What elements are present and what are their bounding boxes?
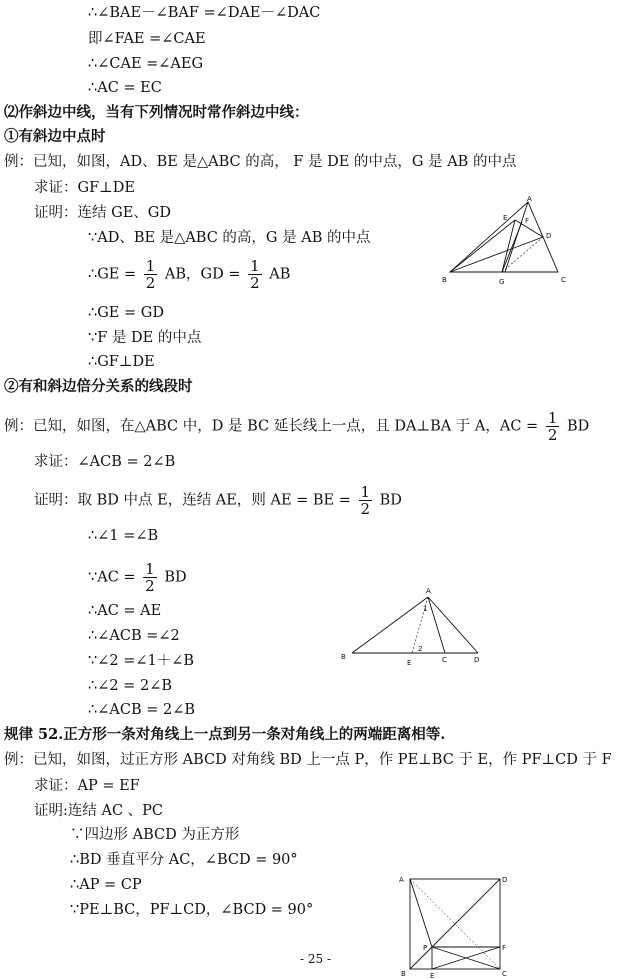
angle-label-2: 2 [418,645,423,653]
proof-line-fraction: 证明：取 BD 中点 E，连结 AE，则 AE = BE = $\frac{1}{2}$ BD [34,483,402,518]
page-number: - 25 - [300,952,332,966]
proof-line: ∵F 是 DE 的中点 [88,330,202,346]
proof-line: 即∠FAE =∠CAE [88,31,206,47]
proof-line: 证明：连结 GE、GD [34,205,171,221]
proof-line: 证明:连结 AC 、PC [34,803,164,819]
point-label-b: B [442,276,447,284]
proof-line: ∴GF⊥DE [88,354,155,370]
fraction-one-half: $\frac{1}{2}$ [145,257,156,292]
point-label-g: G [499,278,505,286]
prove-line: 求证：∠ACB = 2∠B [34,454,176,470]
point-label-a: A [527,195,532,203]
point-label-b: B [341,653,346,661]
fraction-one-half: $\frac{1}{2}$ [547,409,558,444]
point-label-e: E [430,972,435,979]
point-label-p: P [423,944,428,952]
point-label-f: F [525,217,530,225]
proof-line: ∴∠1 =∠B [88,528,159,544]
rule-heading: 规律 52.正方形一条对角线上一点到另一条对角线上的两端距离相等. [4,726,446,743]
fraction-one-half: $\frac{1}{2}$ [145,560,155,595]
proof-line: ∵AD、BE 是△ABC 的高，G 是 AB 的中点 [88,230,371,246]
proof-line-fraction: ∵AC = $\frac{1}{2}$ BD [88,560,187,595]
proof-line: ∵PE⊥BC，PF⊥CD，∠BCD = 90° [70,902,314,918]
point-label-d: D [546,232,552,240]
proof-line: ∴AC = EC [88,80,162,96]
prove-line: 求证：AP = EF [34,778,140,794]
example-statement: 例：已知，如图，在△ABC 中，D 是 BC 延长线上一点，且 DA⊥BA 于 A，AC = $\frac{1}{2}$ BD [4,409,590,444]
subsection-heading: ②有和斜边倍分关系的线段时 [4,378,193,395]
point-label-c: C [561,276,566,284]
proof-line: ∴BD 垂直平分 AC，∠BCD = 90° [70,852,298,868]
point-label-b: B [401,970,406,978]
point-label-e: E [503,214,508,222]
example-statement: 例：已知，如图，过正方形 ABCD 对角线 BD 上一点 P，作 PE⊥BC 于 E，作 PF⊥CD 于 F [4,752,612,768]
triangle-figure-2 [338,585,488,670]
prove-line: 求证：GF⊥DE [34,180,135,196]
point-label-d: D [474,656,480,664]
point-label-c: C [442,656,447,664]
fraction-one-half: $\frac{1}{2}$ [360,483,371,518]
proof-line: ∴∠ACB = 2∠B [88,702,195,718]
example-statement: 例：已知，如图，AD、BE 是△ABC 的高， F 是 DE 的中点，G 是 AB 的中点 [4,154,517,170]
proof-line: ∵四边形 ABCD 为正方形 [70,827,240,843]
triangle-figure-1 [430,192,580,292]
point-label-c: C [502,970,507,978]
proof-line: ∴AP = CP [70,877,142,893]
angle-label-1: 1 [423,605,428,613]
point-label-a: A [399,876,404,884]
section-heading: ⑵作斜边中线，当有下列情况时常作斜边中线： [4,104,309,121]
proof-line: ∴∠2 = 2∠B [88,678,172,694]
square-figure [396,870,514,978]
point-label-d: D [502,876,508,884]
proof-line-fraction: ∴GE = $\frac{1}{2}$ AB，GD = $\frac{1}{2}$ AB [88,257,291,292]
point-label-a: A [426,587,431,595]
subsection-heading: ①有斜边中点时 [4,128,106,145]
fraction-one-half: $\frac{1}{2}$ [250,257,260,292]
point-label-e: E [407,659,412,667]
proof-line: ∵∠2 =∠1＋∠B [88,653,195,669]
proof-line: ∴GE = GD [88,305,164,321]
proof-line: ∴∠BAE－∠BAF =∠DAE－∠DAC [88,5,321,21]
proof-line: ∴∠CAE =∠AEG [88,56,204,72]
proof-line: ∴∠ACB =∠2 [88,628,180,644]
point-label-f: F [502,944,507,952]
proof-line: ∴AC = AE [88,603,162,619]
